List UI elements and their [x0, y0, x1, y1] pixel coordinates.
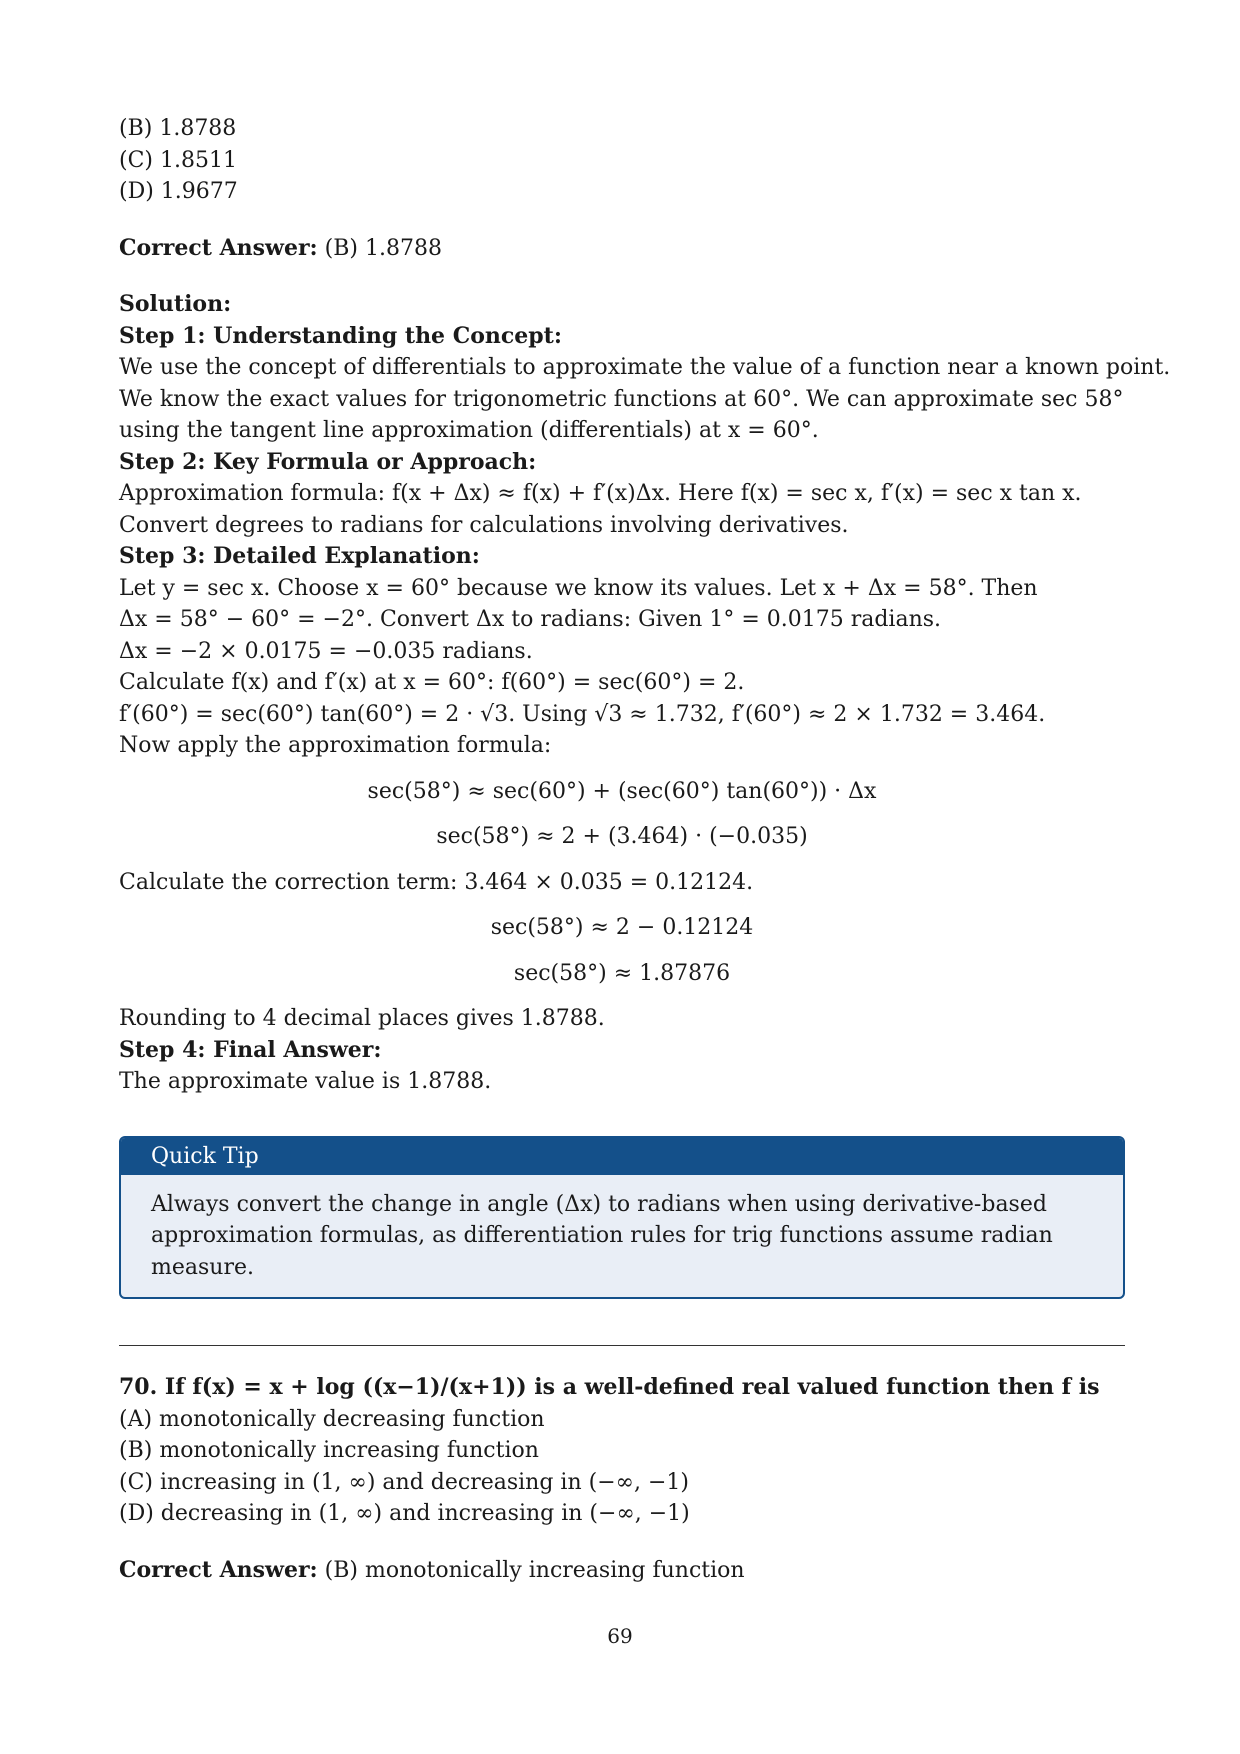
display-equation-1: sec(58°) ≈ sec(60°) + (sec(60°) tan(60°)) · Δx: [367, 778, 877, 804]
step2-line: Convert degrees to radians for calculations involving derivatives.: [119, 512, 849, 538]
step1-line: We use the concept of differentials to approximate the value of a function near a known point.: [119, 355, 1171, 380]
step3-heading: Step 3: Detailed Explanation:: [119, 543, 480, 569]
section-divider: [119, 1345, 1125, 1346]
step2-heading: Step 2: Key Formula or Approach:: [119, 448, 537, 475]
step3-line: Δx = −2 × 0.0175 = −0.035 radians.: [119, 638, 533, 664]
q70-option-c: (C) increasing in (1, ∞) and decreasing in (−∞, −1): [119, 1469, 689, 1495]
quick-tip-box: [119, 1136, 1125, 1300]
step3-line: Calculate f(x) and f′(x) at x = 60°: f(60°) = sec(60°) = 2.: [119, 670, 745, 695]
q70-option-d: (D) decreasing in (1, ∞) and increasing in (−∞, −1): [119, 1501, 690, 1526]
step1-line: using the tangent line approximation (differentials) at x = 60°.: [119, 418, 819, 443]
solution-heading: Solution:: [119, 291, 232, 317]
q70-section: [119, 1372, 1125, 1586]
display-equation-4: sec(58°) ≈ 1.87876: [513, 960, 731, 986]
solution-section: [119, 289, 1171, 1098]
correct-answer-value: (B) monotonically increasing function: [317, 1557, 745, 1583]
q69-option-d: (D) 1.9677: [119, 179, 238, 204]
q69-correct-answer: [119, 233, 1125, 265]
step3-line: Let y = sec x. Choose x = 60° because we know its values. Let x + Δx = 58°. Then: [119, 575, 1038, 601]
q69-option-b: (B) 1.8788: [119, 116, 237, 141]
quick-tip-body: Always convert the change in angle (Δx) to radians when using derivative-based approximation formulas, as differentiation rules for trig functions assume radian measure.: [151, 1191, 1053, 1280]
display-equation-2: sec(58°) ≈ 2 + (3.464) · (−0.035): [436, 824, 808, 849]
q70-option-a: (A) monotonically decreasing function: [119, 1406, 545, 1432]
correct-answer-label: Correct Answer:: [119, 1556, 318, 1583]
step1-line: We know the exact values for trigonometric functions at 60°. We can approximate sec 58°: [119, 386, 1124, 412]
correct-answer-value: (B) 1.8788: [317, 235, 442, 261]
final-answer-line: The approximate value is 1.8788.: [119, 1069, 492, 1094]
step4-heading: Step 4: Final Answer:: [119, 1036, 382, 1063]
q69-option-c: (C) 1.8511: [119, 147, 237, 173]
correct-answer-label: Correct Answer:: [119, 234, 318, 261]
step1-heading: Step 1: Understanding the Concept:: [119, 322, 562, 349]
step3-line: f′(60°) = sec(60°) tan(60°) = 2 · √3. Using √3 ≈ 1.732, f′(60°) ≈ 2 × 1.732 = 3.464.: [119, 701, 1046, 727]
display-equation-3: sec(58°) ≈ 2 − 0.12124: [490, 915, 754, 940]
quick-tip-title: Quick Tip: [121, 1138, 1123, 1175]
step2-line: Approximation formula: f(x + Δx) ≈ f(x) + f′(x)Δx. Here f(x) = sec x, f′(x) = sec x tan x.: [119, 481, 1082, 506]
q70-question: 70. If f(x) = x + log ((x−1)/(x+1)) is a well-defined real valued function then f is: [119, 1374, 1100, 1400]
page-number: 69: [607, 1624, 633, 1648]
correction-term-line: Calculate the correction term: 3.464 × 0.035 = 0.12124.: [119, 869, 754, 895]
q70-correct-answer: [119, 1555, 1125, 1587]
step3-line: Δx = 58° − 60° = −2°. Convert Δx to radians: Given 1° = 0.0175 radians.: [119, 607, 942, 632]
q70-option-b: (B) monotonically increasing function: [119, 1438, 539, 1463]
q69-options: [119, 113, 1125, 208]
step3-line: Now apply the approximation formula:: [119, 733, 552, 758]
page-content: [119, 113, 1171, 1586]
rounding-line: Rounding to 4 decimal places gives 1.8788.: [119, 1006, 605, 1031]
